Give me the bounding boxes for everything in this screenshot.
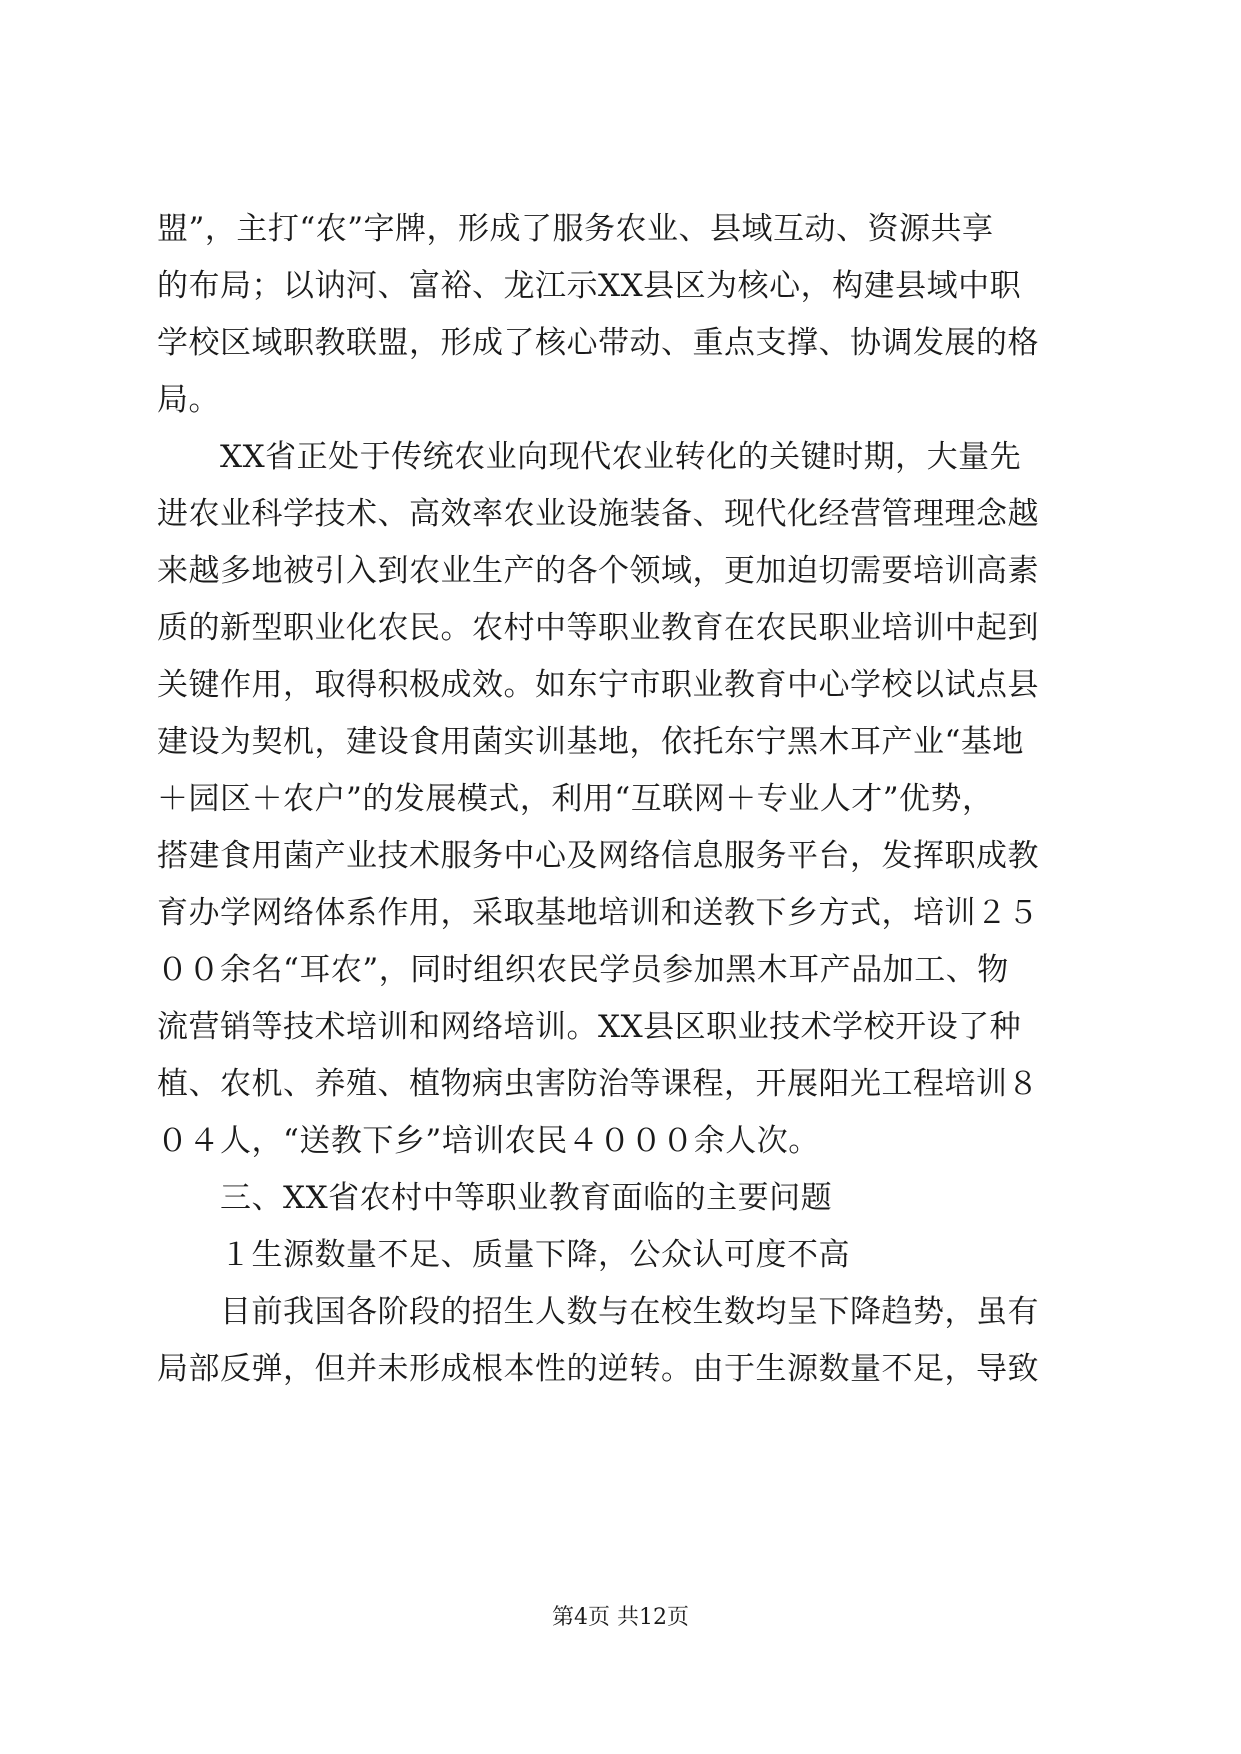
text-line: 流营销等技术培训和网络培训。XX县区职业技术学校开设了种: [157, 1009, 1022, 1045]
paragraph-start-line: 目前我国各阶段的招生人数与在校生数均呈下降趋势，虽有: [157, 1294, 1039, 1330]
text-line: ＋园区＋农户”的发展模式，利用“互联网＋专业人才”优势，: [157, 781, 994, 817]
text-line: 局。: [157, 382, 220, 418]
text-line: ０４人，“送教下乡”培训农民４０００余人次。: [157, 1123, 820, 1159]
text-line: 进农业科学技术、高效率农业设施装备、现代化经营管理理念越: [157, 496, 1039, 532]
subsection-heading: １生源数量不足、质量下降，公众认可度不高: [157, 1237, 850, 1273]
text-line: 来越多地被引入到农业生产的各个领域，更加迫切需要培训高素: [157, 553, 1039, 589]
text-line: 育办学网络体系作用，采取基地培训和送教下乡方式，培训２５: [157, 895, 1039, 931]
text-line: 搭建食用菌产业技术服务中心及网络信息服务平台，发挥职成教: [157, 838, 1039, 874]
text-line: 盟”，主打“农”字牌，形成了服务农业、县域互动、资源共享: [157, 211, 994, 247]
page-footer: 第4页 共12页: [552, 1605, 689, 1630]
text-line: ００余名“耳农”，同时组织农民学员参加黑木耳产品加工、物: [157, 952, 1009, 988]
section-heading: 三、XX省农村中等职业教育面临的主要问题: [157, 1180, 833, 1216]
text-line: 建设为契机，建设食用菌实训基地，依托东宁黑木耳产业“基地: [157, 724, 1024, 760]
text-line: 学校区域职教联盟，形成了核心带动、重点支撑、协调发展的格: [157, 325, 1039, 361]
text-line: 局部反弹，但并未形成根本性的逆转。由于生源数量不足，导致: [157, 1351, 1039, 1387]
text-line: 关键作用，取得积极成效。如东宁市职业教育中心学校以试点县: [157, 667, 1039, 703]
text-line: 植、农机、养殖、植物病虫害防治等课程，开展阳光工程培训８: [157, 1066, 1039, 1102]
text-line: 的布局；以讷河、富裕、龙江示XX县区为核心，构建县域中职: [157, 268, 1022, 304]
text-line: 质的新型职业化农民。农村中等职业教育在农民职业培训中起到: [157, 610, 1039, 646]
paragraph-start-line: XX省正处于传统农业向现代农业转化的关键时期，大量先: [157, 439, 1022, 475]
